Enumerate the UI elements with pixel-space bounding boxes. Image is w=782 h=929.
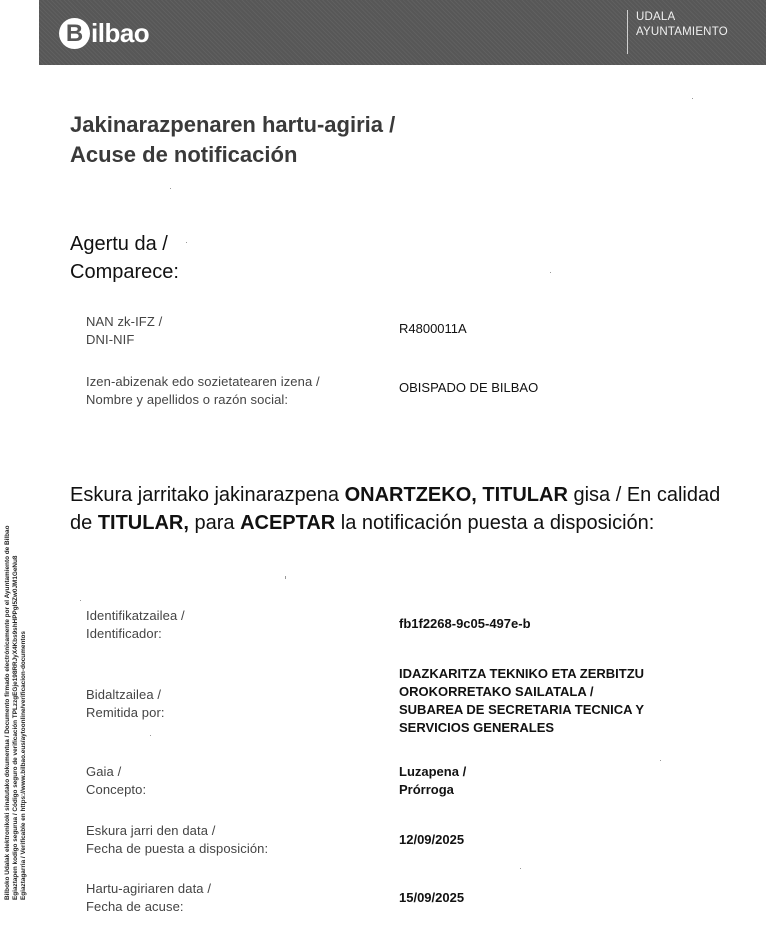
accept-text-2: gisa / En calidad de: [70, 484, 721, 534]
scan-speck: [285, 576, 286, 579]
sender-label: [86, 686, 165, 722]
appearance-heading: [70, 230, 179, 286]
subject-value-es: Prórroga: [399, 782, 454, 797]
scan-speck: [692, 98, 693, 99]
identifier-label-eu: Identifikatzailea /: [86, 608, 185, 623]
accept-bold-1: ONARTZEKO, TITULAR: [344, 484, 568, 506]
identifier-label: [86, 607, 185, 643]
accept-bold-3: ACEPTAR: [240, 512, 336, 534]
verification-line-3: Egiaztagarria / Verificable en https://www.bilbao.eus/aytoonline/verificacion-documentos: [20, 631, 27, 900]
logo-initial: B: [59, 18, 90, 49]
nif-value: R4800011A: [399, 321, 467, 336]
ack-date-label-eu: Hartu-agiriaren data /: [86, 881, 212, 896]
nif-label-eu: NAN zk-IFZ /: [86, 314, 163, 329]
sender-value-line-1: IDAZKARITZA TEKNIKO ETA ZERBITZU: [399, 666, 645, 681]
scan-speck: [186, 242, 187, 243]
title-line-2: Acuse de notificación: [70, 142, 298, 167]
scan-speck: [520, 868, 521, 869]
header-bar: [39, 0, 766, 65]
availability-date-label-es: Fecha de puesta a disposición:: [86, 841, 269, 856]
name-value: OBISPADO DE BILBAO: [399, 380, 539, 395]
title-line-1: Jakinarazpenaren hartu-agiria /: [70, 112, 396, 137]
sender-label-eu: Bidaltzailea /: [86, 687, 162, 702]
accept-text-3: para: [188, 512, 241, 534]
sender-value-line-2: OROKORRETAKO SAILATALA /: [399, 684, 594, 699]
identifier-value: fb1f2268-9c05-497e-b: [399, 616, 531, 631]
logo-text: ilbao: [91, 17, 150, 48]
nif-label-es: DNI-NIF: [86, 332, 135, 347]
appearance-line-1: Agertu da /: [70, 233, 168, 255]
name-label-eu: Izen-abizenak edo sozietatearen izena /: [86, 374, 320, 389]
name-label: [86, 373, 320, 409]
sender-value-line-4: SERVICIOS GENERALES: [399, 720, 555, 735]
subject-label-es: Concepto:: [86, 782, 147, 797]
accept-text-1: Eskura jarritako jakinarazpena: [70, 484, 345, 506]
page-title: [70, 110, 395, 170]
sender-value-line-3: SUBAREA DE SECRETARIA TECNICA Y: [399, 702, 645, 717]
availability-date-label-eu: Eskura jarri den data /: [86, 823, 216, 838]
scan-speck: [150, 735, 151, 736]
name-label-es: Nombre y apellidos o razón social:: [86, 392, 289, 407]
scan-speck: [170, 188, 171, 189]
subject-label-eu: Gaia /: [86, 764, 122, 779]
org-line-2: AYUNTAMIENTO: [636, 26, 728, 38]
org-line-1: UDALA: [636, 11, 676, 23]
verification-sidebar: [4, 440, 28, 900]
scan-speck: [550, 272, 551, 273]
sender-value: [399, 665, 644, 737]
accept-text-4: la notificación puesta a disposición:: [335, 512, 655, 534]
ack-date-value: 15/09/2025: [399, 890, 465, 905]
verification-line-2: Egiaztapen kodigo segurua / Código seguro de verificación TPLzzgEGje198RRJyX4Kbs9shHPPgl5Zw0JM1GeNu8: [12, 555, 19, 900]
subject-value-eu: Luzapena /: [399, 764, 467, 779]
appearance-line-2: Comparece:: [70, 261, 179, 283]
ack-date-label: [86, 880, 211, 916]
ack-date-label-es: Fecha de acuse:: [86, 899, 184, 914]
org-name: [627, 10, 728, 54]
availability-date-value: 12/09/2025: [399, 832, 465, 847]
accept-bold-2: TITULAR,: [97, 512, 189, 534]
subject-label: [86, 763, 146, 799]
scan-speck: [660, 760, 661, 761]
availability-date-label: [86, 822, 268, 858]
verification-line-1: Bilboko Udalak elektronikoki sinatutako dokumentua / Documento firmado electrónicamente por el Ayuntamiento de Bilbao: [4, 525, 11, 900]
sender-label-es: Remitida por:: [86, 705, 165, 720]
nif-label: [86, 313, 162, 349]
scan-speck: [80, 600, 81, 601]
subject-value: [399, 763, 466, 799]
identifier-label-es: Identificador:: [86, 626, 162, 641]
bilbao-logo: [59, 16, 149, 50]
acceptance-statement: [70, 481, 730, 537]
